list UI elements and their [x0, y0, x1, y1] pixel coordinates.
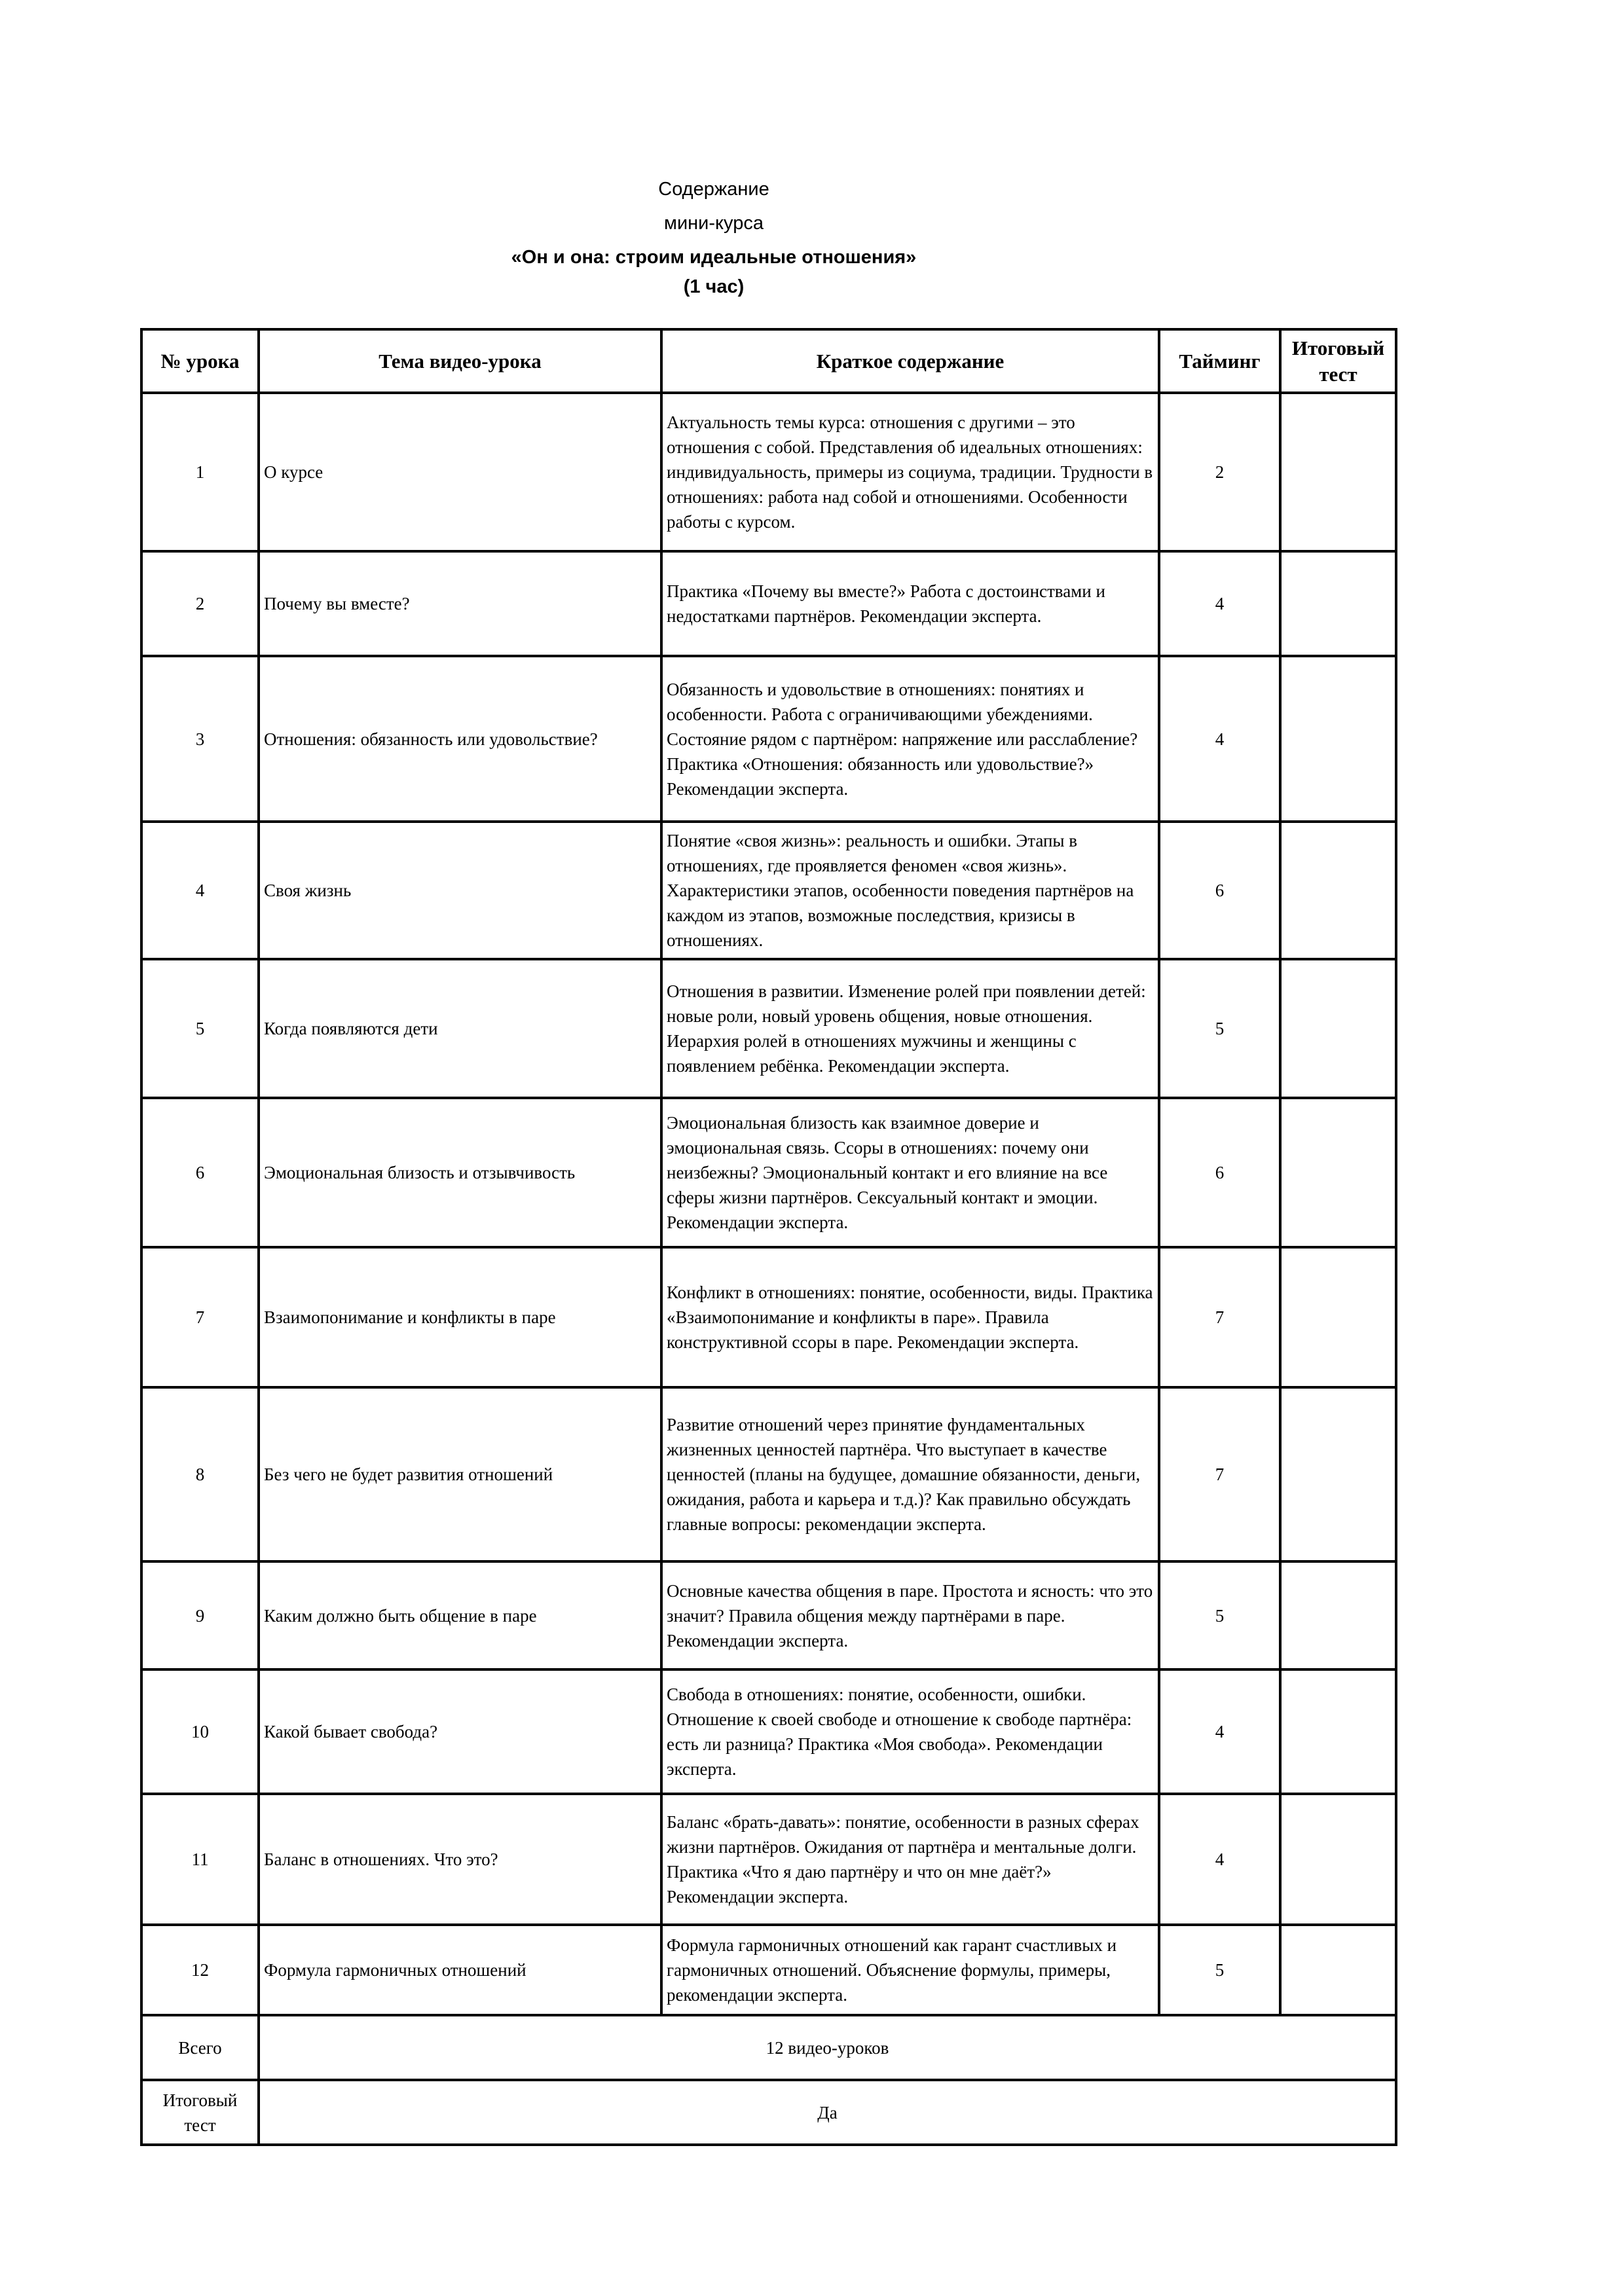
- lesson-final-test: [1280, 1387, 1396, 1561]
- lesson-summary: Практика «Почему вы вместе?» Работа с достоинствами и недостатками партнёров. Рекомендации эксперта.: [661, 551, 1159, 656]
- table-header-row: [141, 329, 1396, 393]
- lesson-row: [141, 1669, 1396, 1794]
- lesson-timing: 5: [1159, 1925, 1280, 2015]
- lesson-row: [141, 1794, 1396, 1925]
- lesson-timing: 7: [1159, 1247, 1280, 1387]
- lesson-row: [141, 1561, 1396, 1669]
- lesson-final-test: [1280, 1925, 1396, 2015]
- lesson-number: 2: [141, 551, 259, 656]
- total-label: Всего: [141, 2015, 259, 2080]
- lesson-timing: 4: [1159, 1794, 1280, 1925]
- course-title-text: «Он и она: строим идеальные отношения»: [511, 247, 917, 268]
- lesson-number: 7: [141, 1247, 259, 1387]
- lesson-row: [141, 551, 1396, 656]
- course-duration-text: (1 час): [683, 276, 745, 297]
- lesson-summary: Эмоциональная близость как взаимное доверие и эмоциональная связь. Ссоры в отношениях: почему они неизбежны? Эмоциональный контакт и его влияние на все сферы жизни партнёров. Сексуальный контакт и эмоции. Рекомендации эксперта.: [661, 1098, 1159, 1247]
- lesson-final-test: [1280, 1794, 1396, 1925]
- lesson-topic: Какой бывает свобода?: [259, 1669, 661, 1794]
- lesson-summary: Обязанность и удовольствие в отношениях: понятиях и особенности. Работа с ограничивающими убеждениями. Состояние рядом с партнёром: напряжение или расслабление? Практика «Отношения: обязанность или удовольствие?» Рекомендации эксперта.: [661, 656, 1159, 822]
- col-header-timing: Тайминг: [1159, 329, 1280, 393]
- lesson-timing: 5: [1159, 1561, 1280, 1669]
- lesson-topic: Когда появляются дети: [259, 959, 661, 1098]
- lesson-topic: Своя жизнь: [259, 822, 661, 959]
- lesson-topic: Эмоциональная близость и отзывчивость: [259, 1098, 661, 1247]
- lesson-topic: Каким должно быть общение в паре: [259, 1561, 661, 1669]
- col-header-topic: Тема видео-урока: [259, 329, 661, 393]
- lesson-row: [141, 1387, 1396, 1561]
- lesson-summary: Основные качества общения в паре. Простота и ясность: что это значит? Правила общения между партнёрами в паре. Рекомендации эксперта.: [661, 1561, 1159, 1669]
- col-header-lesson-number: № урока: [141, 329, 259, 393]
- lesson-number: 9: [141, 1561, 259, 1669]
- lesson-summary: Развитие отношений через принятие фундаментальных жизненных ценностей партнёра. Что выступает в качестве ценностей (планы на будущее, домашние обязанности, деньги, ожидания, работа и карьера и т.д.)? Как правильно обсуждать главные вопросы: рекомендации эксперта.: [661, 1387, 1159, 1561]
- lesson-timing: 4: [1159, 551, 1280, 656]
- lesson-row: [141, 1925, 1396, 2015]
- lesson-number: 6: [141, 1098, 259, 1247]
- lesson-final-test: [1280, 1669, 1396, 1794]
- lesson-timing: 6: [1159, 1098, 1280, 1247]
- lesson-row: [141, 1098, 1396, 1247]
- lesson-number: 10: [141, 1669, 259, 1794]
- lesson-number: 5: [141, 959, 259, 1098]
- lesson-topic: О курсе: [259, 393, 661, 551]
- lesson-topic: Почему вы вместе?: [259, 551, 661, 656]
- lesson-summary: Формула гармоничных отношений как гарант счастливых и гармоничных отношений. Объяснение формулы, примеры, рекомендации эксперта.: [661, 1925, 1159, 2015]
- lesson-topic: Взаимопонимание и конфликты в паре: [259, 1247, 661, 1387]
- lesson-topic: Без чего не будет развития отношений: [259, 1387, 661, 1561]
- lesson-summary: Понятие «своя жизнь»: реальность и ошибки. Этапы в отношениях, где проявляется феномен «своя жизнь». Характеристики этапов, особенности поведения партнёров на каждом из этапов, возможные последствия, кризисы в отношениях.: [661, 822, 1159, 959]
- lesson-final-test: [1280, 1098, 1396, 1247]
- lesson-timing: 4: [1159, 656, 1280, 822]
- lesson-number: 4: [141, 822, 259, 959]
- lesson-number: 11: [141, 1794, 259, 1925]
- lesson-number: 12: [141, 1925, 259, 2015]
- lesson-final-test: [1280, 1561, 1396, 1669]
- lesson-row: [141, 1247, 1396, 1387]
- course-table: [140, 328, 1397, 2146]
- lesson-final-test: [1280, 656, 1396, 822]
- lesson-row: [141, 822, 1396, 959]
- col-header-summary: Краткое содержание: [661, 329, 1159, 393]
- lesson-final-test: [1280, 551, 1396, 656]
- doc-heading-contents: Содержание: [658, 179, 769, 200]
- lesson-topic: Формула гармоничных отношений: [259, 1925, 661, 2015]
- lesson-timing: 5: [1159, 959, 1280, 1098]
- doc-heading-subtitle: мини-курса: [664, 213, 764, 234]
- lesson-summary: Свобода в отношениях: понятие, особенности, ошибки. Отношение к своей свободе и отношение к свободе партнёра: есть ли разница? Практика «Моя свобода». Рекомендации эксперта.: [661, 1669, 1159, 1794]
- final-test-value: Да: [259, 2080, 1396, 2145]
- lesson-final-test: [1280, 822, 1396, 959]
- total-row: [141, 2015, 1396, 2080]
- final-test-row: [141, 2080, 1396, 2145]
- lesson-number: 1: [141, 393, 259, 551]
- lesson-timing: 2: [1159, 393, 1280, 551]
- lesson-row: [141, 393, 1396, 551]
- lesson-number: 3: [141, 656, 259, 822]
- total-value: 12 видео-уроков: [259, 2015, 1396, 2080]
- lesson-summary: Баланс «брать-давать»: понятие, особенности в разных сферах жизни партнёров. Ожидания от партнёра и ментальные долги. Практика «Что я даю партнёру и что он мне даёт?» Рекомендации эксперта.: [661, 1794, 1159, 1925]
- lesson-topic: Отношения: обязанность или удовольствие?: [259, 656, 661, 822]
- lesson-topic: Баланс в отношениях. Что это?: [259, 1794, 661, 1925]
- lesson-number: 8: [141, 1387, 259, 1561]
- final-test-label: Итоговый тест: [141, 2080, 259, 2145]
- lesson-final-test: [1280, 1247, 1396, 1387]
- lesson-row: [141, 656, 1396, 822]
- lesson-timing: 6: [1159, 822, 1280, 959]
- lesson-final-test: [1280, 393, 1396, 551]
- lesson-summary: Конфликт в отношениях: понятие, особенности, виды. Практика «Взаимопонимание и конфликты в паре». Правила конструктивной ссоры в паре. Рекомендации эксперта.: [661, 1247, 1159, 1387]
- lesson-summary: Актуальность темы курса: отношения с другими – это отношения с собой. Представления об идеальных отношениях: индивидуальность, примеры из социума, традиции. Трудности в отношениях: работа над собой и отношениями. Особенности работы с курсом.: [661, 393, 1159, 551]
- lesson-timing: 7: [1159, 1387, 1280, 1561]
- course-duration: [0, 270, 1526, 304]
- col-header-final-test: Итоговый тест: [1280, 329, 1396, 393]
- lesson-timing: 4: [1159, 1669, 1280, 1794]
- lesson-final-test: [1280, 959, 1396, 1098]
- lesson-row: [141, 959, 1396, 1098]
- lesson-summary: Отношения в развитии. Изменение ролей при появлении детей: новые роли, новый уровень общения, новые отношения. Иерархия ролей в отношениях мужчины и женщины с появлением ребёнка. Рекомендации эксперта.: [661, 959, 1159, 1098]
